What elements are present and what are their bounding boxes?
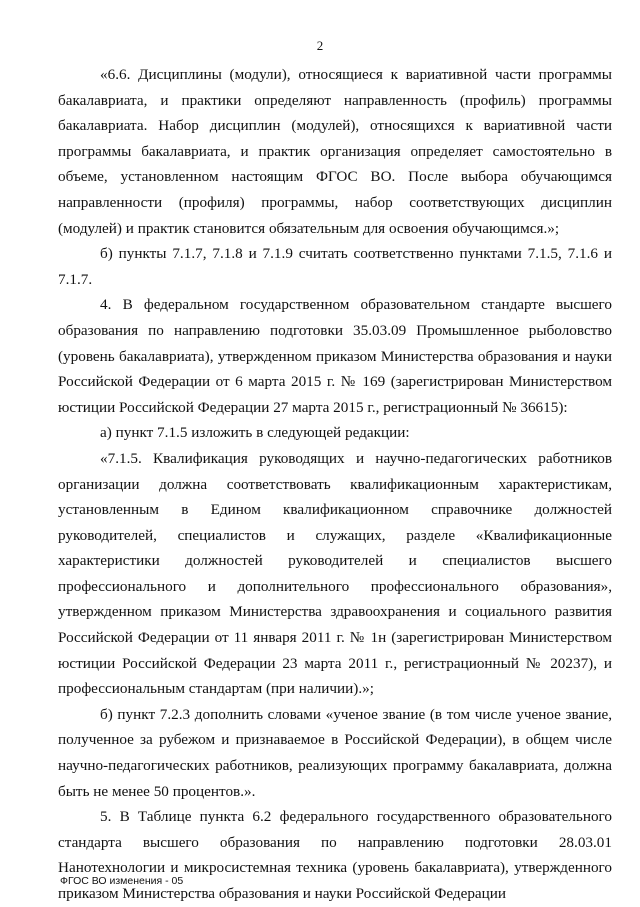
- footer-label: ФГОС ВО изменения - 05: [60, 875, 184, 887]
- paragraph-7-1-5: «7.1.5. Квалификация руководящих и научно-педагогических работников организации должна соответствовать квалификационным характеристикам, установленным в Едином квалификационном справочнике должностей руководителей, специалистов и служащих, разделе «Квалификационные характеристики должностей руководителей и специалистов высшего профессионального и дополнительного профессионального образования», утвержденном приказом Министерства здравоохранения и социального развития Российской Федерации от 11 января 2011 г. № 1н (зарегистрирован Министерством юстиции Российской Федерации 23 марта 2011 г., регистрационный № 20237), и профессиональным стандартам (при наличии).»;: [58, 449, 612, 698]
- paragraph-5-table: 5. В Таблице пункта 6.2 федерального государственного образовательного стандарта высшего образования по направлению подготовки 28.03.01 Нанотехнологии и микросистемная техника (уровень бакалавриата), утвержденного приказом Министерства образования и науки Российской Федерации: [58, 808, 612, 902]
- document-body: [58, 62, 612, 907]
- paragraph-4-standard: 4. В федеральном государственном образовательном стандарте высшего образования по направлению подготовки 35.03.09 Промышленное рыболовство (уровень бакалавриата), утвержденном приказом Министерства образования и науки Российской Федерации от 6 марта 2015 г. № 169 (зарегистрирован Министерством юстиции Российской Федерации 27 марта 2015 г., регистрационный № 36615):: [58, 296, 612, 416]
- paragraph-item-a: а) пункт 7.1.5 изложить в следующей редакции:: [100, 424, 410, 442]
- paragraph-6-6: «6.6. Дисциплины (модули), относящиеся к вариативной части программы бакалавриата, и практики определяют направленность (профиль) программы бакалавриата. Набор дисциплин (модулей), относящихся к вариативной части программы бакалавриата, и практик организация определяет самостоятельно в объеме, установленном настоящим ФГОС ВО. После выбора обучающимся направленности (профиля) программы, набор соответствующих дисциплин (модулей) и практик становится обязательным для освоения обучающимся.»;: [58, 66, 612, 237]
- paragraph-item-b-renumber: б) пункты 7.1.7, 7.1.8 и 7.1.9 считать соответственно пунктами 7.1.5, 7.1.6 и 7.1.7.: [58, 245, 612, 288]
- page-number: 2: [316, 38, 324, 53]
- paragraph-item-b-7-2-3: б) пункт 7.2.3 дополнить словами «ученое звание (в том числе ученое звание, полученное за рубежом и признаваемое в Российской Федерации), в общем числе научно-педагогических работников, реализующих программу бакалавриата, должна быть не менее 50 процентов.».: [58, 705, 612, 800]
